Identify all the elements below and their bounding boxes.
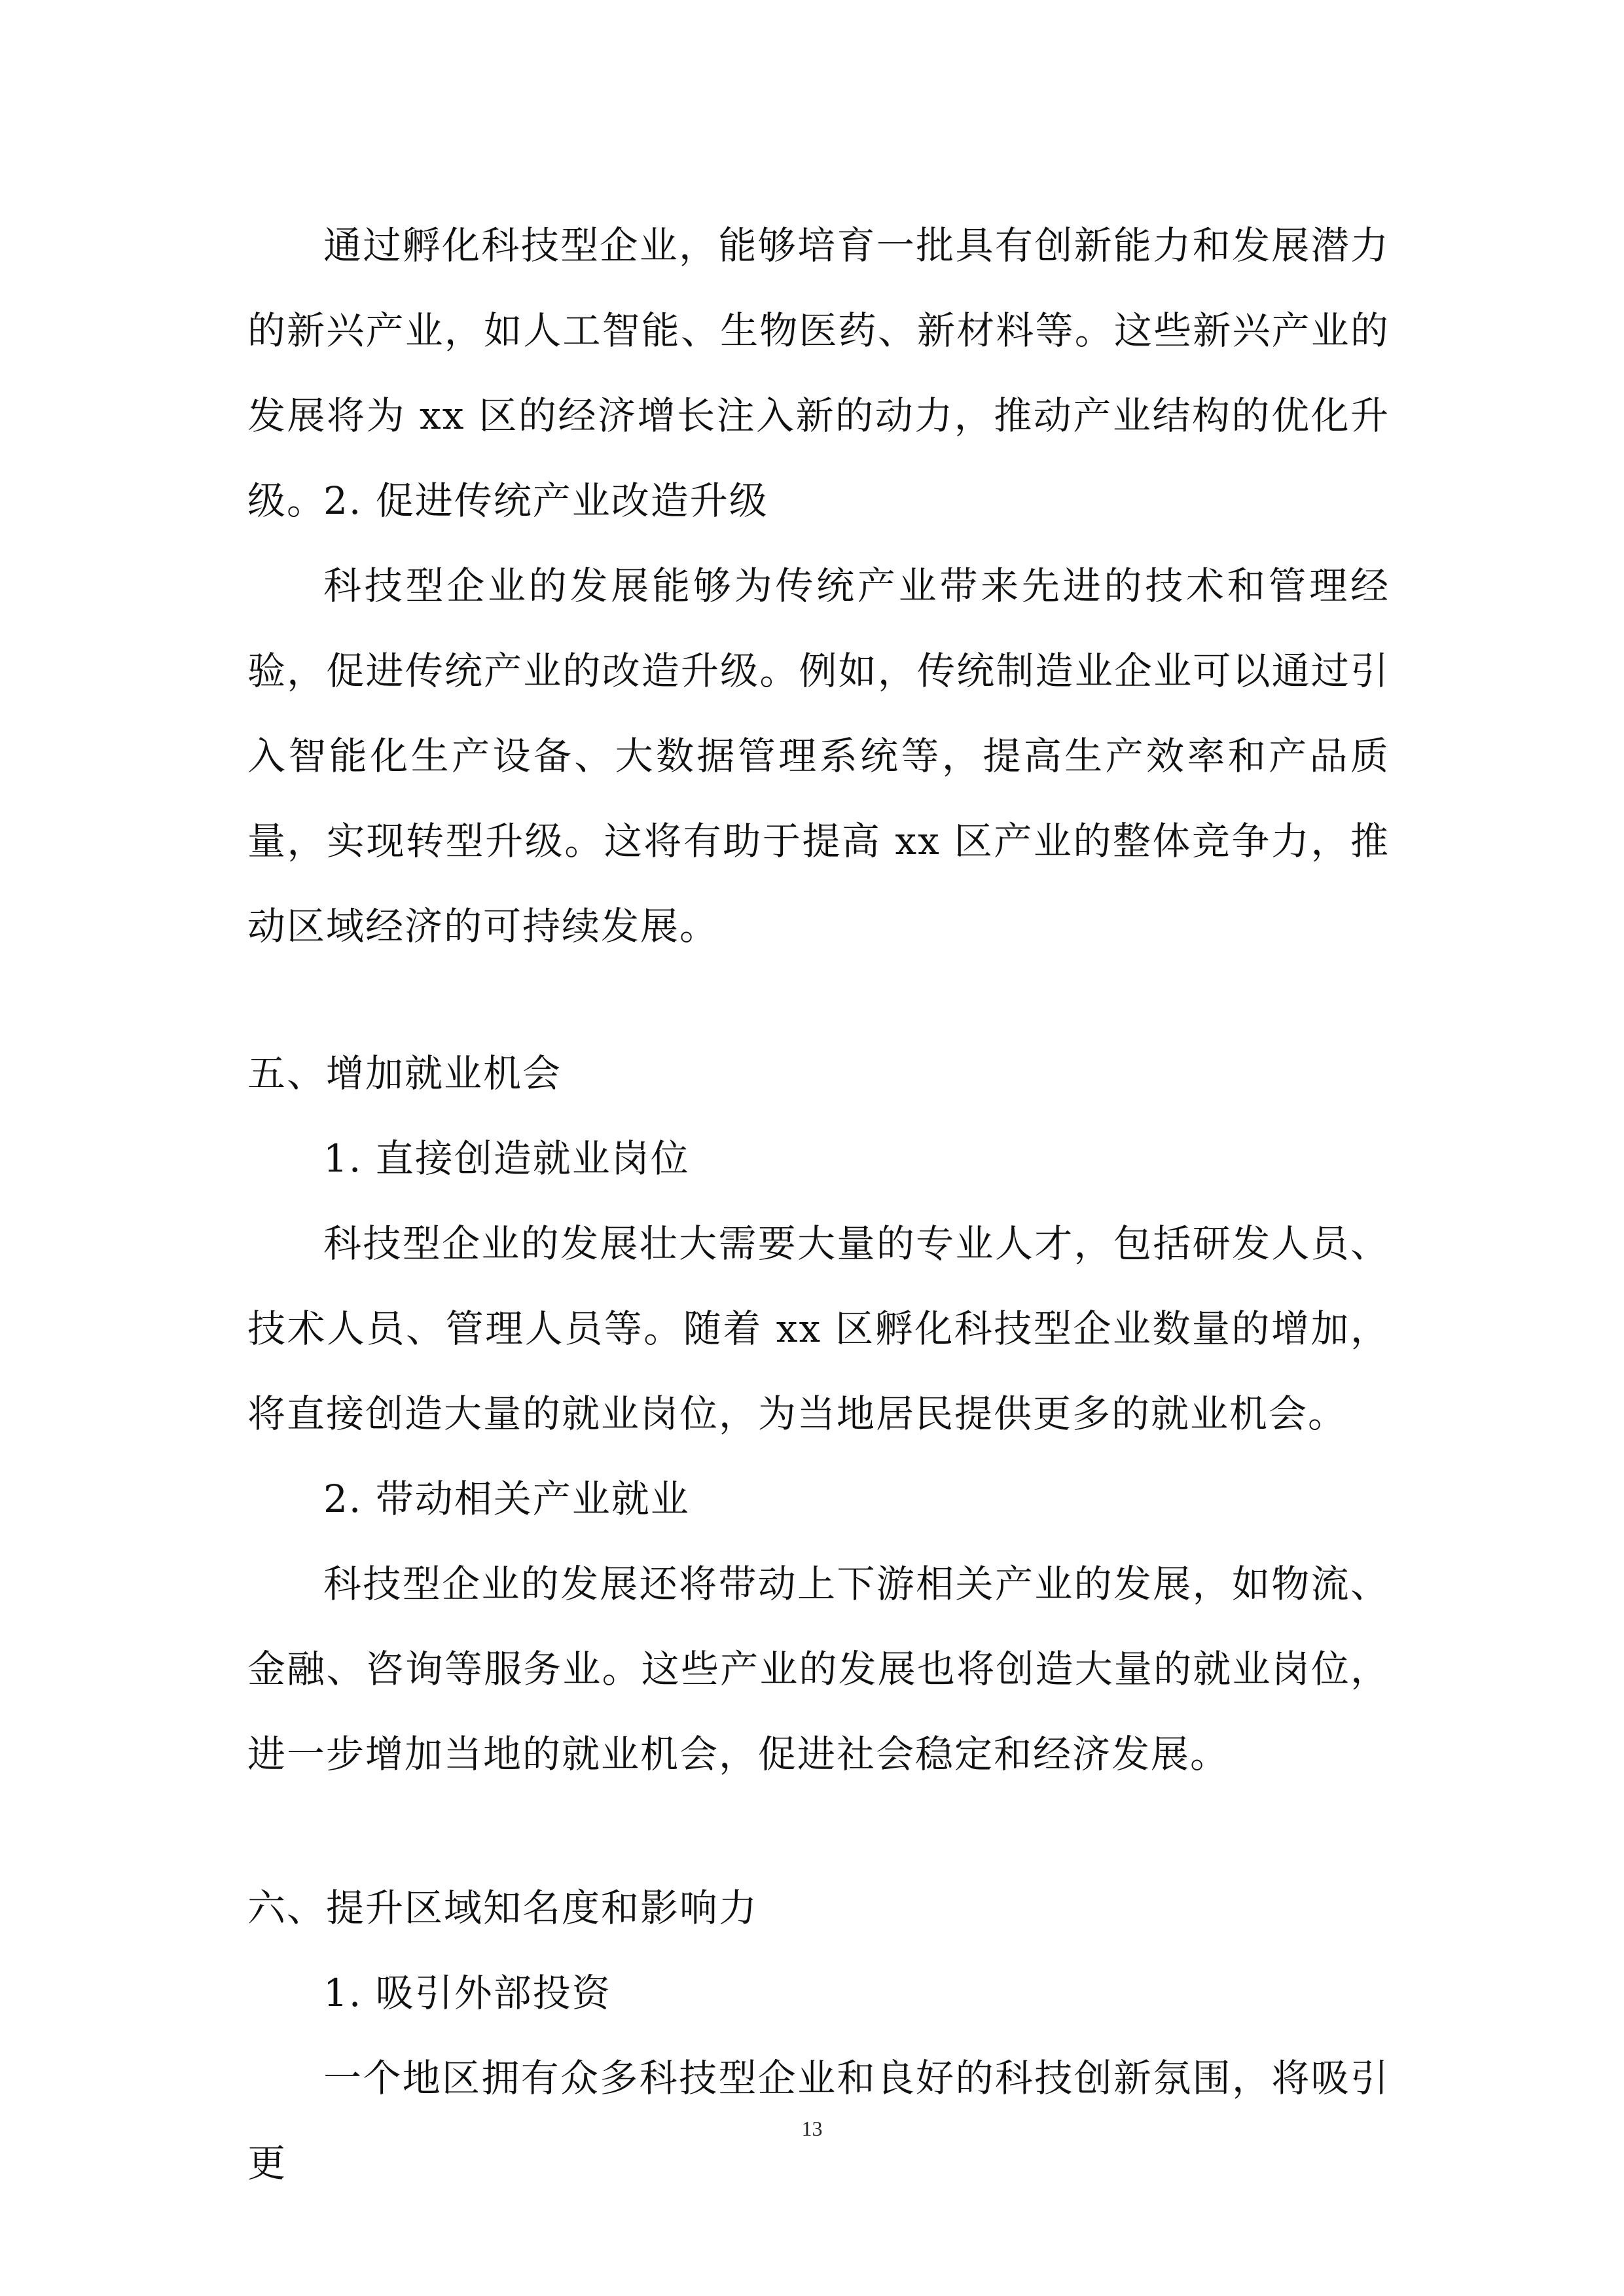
section-heading-employment: 五、增加就业机会 bbox=[247, 1051, 562, 1096]
section-heading-regional-influence: 六、提升区域知名度和影响力 bbox=[247, 1886, 759, 1930]
page-number: 13 bbox=[801, 2117, 823, 2140]
subheading-direct-jobs: 1. 直接创造就业岗位 bbox=[323, 1136, 690, 1181]
paragraph-direct-jobs: 科技型企业的发展壮大需要大量的专业人才，包括研发人员、技术人员、管理人员等。随着 xx 区孵化科技型企业数量的增加，将直接创造大量的就业岗位，为当地居民提供更多的就业机会。 bbox=[247, 1221, 1390, 1436]
paragraph-related-industry-jobs: 科技型企业的发展还将带动上下游相关产业的发展，如物流、金融、咨询等服务业。这些产业的发展也将创造大量的就业岗位，进一步增加当地的就业机会，促进社会稳定和经济发展。 bbox=[247, 1562, 1390, 1776]
paragraph-external-investment: 一个地区拥有众多科技型企业和良好的科技创新氛围，将吸引更 bbox=[247, 2056, 1390, 2185]
paragraph-emerging-industries: 通过孵化科技型企业，能够培育一批具有创新能力和发展潜力的新兴产业，如人工智能、生物医药、新材料等。这些新兴产业的发展将为 xx 区的经济增长注入新的动力，推动产业结构的优化升级。 bbox=[247, 223, 1390, 523]
subheading-external-investment: 1. 吸引外部投资 bbox=[323, 1971, 611, 2015]
paragraph-traditional-industry-upgrade: 科技型企业的发展能够为传统产业带来先进的技术和管理经验，促进传统产业的改造升级。例如，传统制造业企业可以通过引入智能化生产设备、大数据管理系统等，提高生产效率和产品质量，实现转型升级。这将有助于提高 xx 区产业的整体竞争力，推动区域经济的可持续发展。 bbox=[247, 564, 1390, 948]
subheading-related-industry-jobs: 2. 带动相关产业就业 bbox=[323, 1477, 690, 1521]
subheading-traditional-industry-upgrade: 2. 促进传统产业改造升级 bbox=[323, 478, 768, 523]
